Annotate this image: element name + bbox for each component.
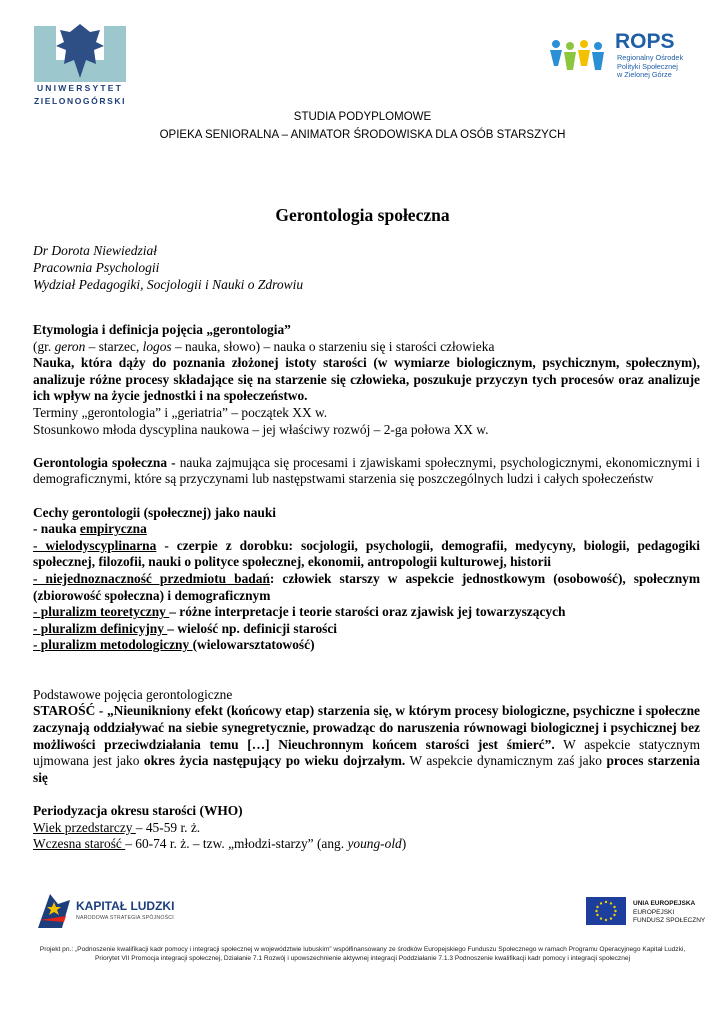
basic-concepts-heading: Podstawowe pojęcia gerontologiczne [33,686,233,702]
feature-methodological-pluralism: - pluralizm metodologiczny (wielowarsztatowość) [33,637,315,653]
rops-subtitle-line3: w Zielonej Górze [617,70,672,80]
feature-ambiguity: - niejednoznaczność przedmiotu badań: człowiek starszy w aspekcie jednostkowym (osobowość), społecznym (zbiorowość społeczna) i demograficznym [33,570,700,603]
author-name: Dr Dorota Niewiedział [33,243,158,258]
author-unit: Pracownia Psychologii [33,260,160,275]
rops-subtitle-line1: Regionalny Ośrodek [617,53,684,62]
rops-subtitle-line2: Polityki Społecznej [617,61,678,71]
page-title: Gerontologia społeczna [275,205,450,225]
rops-people-icon [548,36,610,74]
etymology-line: (gr. geron – starzec, logos – nauka, słowo) – nauka o starzeniu się i starości człowieka [33,338,495,354]
rops-subtitle [617,54,683,80]
feature-empirical: - nauka empiryczna [33,521,147,537]
eu-flag-icon [586,897,626,925]
eu-label-line2: EUROPEJSKI [633,909,675,916]
kapital-ludzki-logo [36,890,72,930]
kapital-ludzki-subtitle: NARODOWA STRATEGIA SPÓJNOŚCI [76,915,174,921]
eu-label-line1: UNIA EUROPEJSKA [633,900,696,907]
university-name-line1: UNIWERSYTET [36,83,124,93]
project-note-line1: Projekt pn.: „Podnoszenie kwalifikacji kadr pomocy i integracji społecznej w województwie lubuskim” współfinansowany ze środków Europejskiego Funduszu Społecznego w ramach Programu Operacyjnego Kapitał Ludzki, [39,946,686,953]
document-body [33,322,700,853]
rops-title: ROPS [615,30,675,53]
terms-line: Terminy „gerontologia” i „geriatria” – początek XX w. [33,404,328,420]
university-name-line2: ZIELONOGÓRSKI [33,96,127,106]
period-early-old-age: Wczesna starość – 60-74 r. ż. – tzw. „młodzi-starzy” (ang. young-old) [33,836,407,852]
eu-label-line3: FUNDUSZ SPOŁECZNY [633,917,706,924]
young-discipline-line: Stosunkowo młoda dyscyplina naukowa – jej właściwy rozwój – 2-ga połowa XX w. [33,421,489,437]
studia-line1: STUDIA PODYPLOMOWE [293,111,432,123]
studia-line2: OPIEKA SENIORALNA – ANIMATOR ŚRODOWISKA DLA OSÓB STARSZYCH [159,129,566,141]
feature-definitional-pluralism: - pluralizm definicyjny – wielość np. definicji starości [33,620,338,636]
starosc-definition: STAROŚĆ - „Nieunikniony efekt (końcowy etap) starzenia się, w którym procesy biologiczne, psychiczne i społeczne zaczynają oddziaływać na siebie synegretycznie, prowadząc do naruszenia równowagi biologicznej i psychicznej bez możliwości przeciwdziałania temu […] Nieuchronnym końcem starości jest śmierć”. W aspekcie statycznym ujmowana jest jako okres życia następujący po wieku dojrzałym. W aspekcie dynamicznym zaś jako proces starzenia się [33,703,700,785]
kapital-ludzki-title: KAPITAŁ LUDZKI [76,899,175,913]
feature-theoretical-pluralism: - pluralizm teoretyczny – różne interpretacje i teorie starości oraz zjawisk jej towarzyszących [33,604,566,620]
etymology-heading: Etymologia i definicja pojęcia „gerontologia” [33,322,291,337]
features-heading: Cechy gerontologii (społecznej) jako nauki [33,504,277,520]
project-note-line2: Priorytet VII Promocja integracji społecznej, Działanie 7.1 Rozwój i upowszechnienie aktywnej integracji Poddziałanie 7.1.3 Podnoszenie kwalifikacji kadr pomocy i integracji społecznej [94,955,631,962]
author-faculty: Wydział Pedagogiki, Socjologii i Nauki o Zdrowiu [33,277,304,292]
social-gerontology-definition: Gerontologia społeczna - nauka zajmująca się procesami i zjawiskami społecznymi, psychologicznymi, ekonomicznymi i demograficznymi, które są przyczynami lub następstwami starzenia się poszczególnych ludzi i całych społeczeństw [33,454,700,487]
period-prestarcy: Wiek przedstarczy – 45-59 r. ż. [33,819,201,835]
nauka-definition: Nauka, która dąży do poznania złożonej istoty starości (w wymiarze biologicznym, psychicznym, społecznym), analizuje różne procesy składające się na starzenie się człowieka, poszukuje przyczyn tych procesów oraz analizuje ich wpływ na życie jednostki i na społeczeństwo. [33,355,700,404]
feature-multidisciplinary: - wielodyscyplinarna - czerpie z dorobku: socjologii, psychologii, demografii, medycyny, biologii, pedagogiki społecznej, filozofii, nauki o polityce społecznej, ekonomii, antropologii kulturowej, historii [33,537,700,570]
periodization-heading: Periodyzacja okresu starości (WHO) [33,803,243,819]
